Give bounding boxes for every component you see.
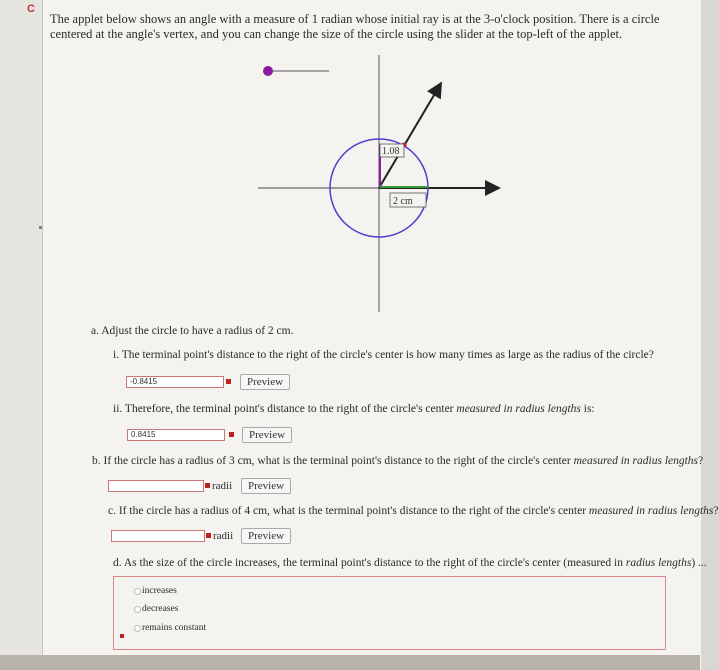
option-remains-constant[interactable]: remains constant (142, 623, 207, 633)
part-d-prompt (113, 556, 707, 570)
option-increases[interactable]: increases (142, 586, 177, 596)
prompt-text: d. As the size of the circle increases, the terminal point's distance to the right of the circle's center (measured in (113, 557, 626, 569)
angle-applet[interactable] (0, 0, 700, 330)
value-label: 1.08 (382, 146, 400, 157)
radio-increases[interactable] (134, 588, 141, 595)
answer-input-a-i[interactable]: -0.8415 (126, 376, 224, 388)
prompt-text: c. If the circle has a radius of 4 cm, what is the terminal point's distance to the right of the circle's center (108, 505, 589, 517)
prompt-text: ? (713, 505, 719, 517)
part-a-ii-prompt (113, 402, 595, 416)
part-a-i-prompt: i. The terminal point's distance to the right of the circle's center is how many times as large as the radius of the circle? (113, 349, 654, 361)
part-c-prompt (108, 504, 719, 518)
bottom-edge (0, 655, 700, 670)
answer-input-a-ii[interactable]: 0.8415 (127, 429, 225, 441)
terminal-ray (379, 85, 440, 188)
answer-status-icon (229, 432, 234, 437)
answer-status-icon (206, 533, 211, 538)
prompt-text: is: (580, 403, 595, 415)
unit-label: radii (213, 530, 234, 542)
answer-input-b[interactable] (108, 480, 204, 492)
unit-label: radii (212, 480, 233, 492)
prompt-text: ) ... (691, 557, 707, 569)
prompt-emphasis: measured in radius lengths (573, 455, 699, 467)
answer-choices (113, 576, 666, 650)
reload-icon[interactable]: C (27, 3, 35, 15)
slider-handle[interactable] (263, 66, 273, 76)
prompt-text: b. If the circle has a radius of 3 cm, what is the terminal point's distance to the right of the circle's center (92, 455, 574, 467)
radius-label: 2 cm (393, 196, 413, 207)
prompt-emphasis: measured in radius lengths (588, 505, 714, 517)
preview-button-a-ii[interactable]: Preview (242, 427, 292, 443)
radio-remains-constant[interactable] (134, 625, 141, 632)
prompt-text: ? (698, 455, 704, 467)
preview-button-b[interactable]: Preview (241, 478, 291, 494)
part-b-prompt (92, 454, 703, 468)
prompt-text: ii. Therefore, the terminal point's distance to the right of the circle's center (113, 403, 457, 415)
prompt-emphasis: measured in radius lengths (456, 403, 581, 415)
preview-button-a-i[interactable]: Preview (240, 374, 290, 390)
answer-status-icon (205, 483, 210, 488)
answer-status-icon (120, 634, 124, 638)
preview-button-c[interactable]: Preview (241, 528, 291, 544)
answer-input-c[interactable] (111, 530, 205, 542)
answer-status-icon (226, 379, 231, 384)
part-a-prompt: a. Adjust the circle to have a radius of 2 cm. (91, 325, 294, 337)
option-decreases[interactable]: decreases (142, 604, 179, 614)
prompt-emphasis: radius lengths (625, 557, 692, 569)
radio-decreases[interactable] (134, 606, 141, 613)
intro-text: The applet below shows an angle with a measure of 1 radian whose initial ray is at the 3-o'clock position. There is a circle centered at the angle's vertex, and you can change the size of the circle using the slider at the top-left of the applet. (50, 12, 660, 41)
